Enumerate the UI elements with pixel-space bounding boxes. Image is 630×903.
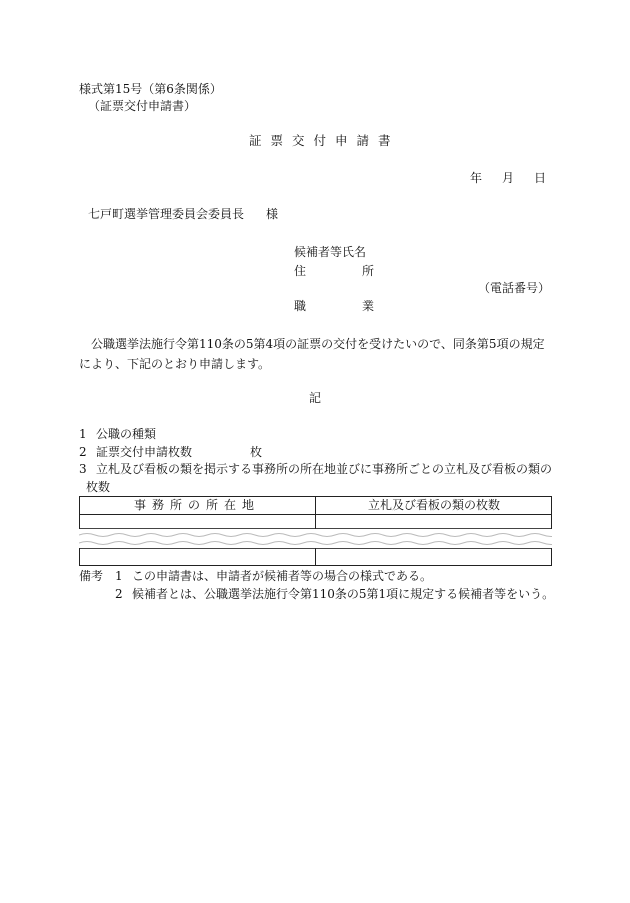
date-day-label: 日 xyxy=(534,171,547,185)
item-text: 立札及び看板の類を掲示する事務所の所在地並びに事務所ごとの立札及び看板の類の xyxy=(96,462,553,476)
candidate-address-label xyxy=(294,265,374,277)
address-label-char-2: 所 xyxy=(361,264,374,278)
note-text: 候補者とは、公職選挙法施行令第110条の5第1項に規定する候補者等をいう。 xyxy=(132,587,555,601)
request-body-text: 公職選挙法施行令第110条の5第4項の証票の交付を受けたいので、同条第5項の規定により、下記のとおり申請します。 xyxy=(79,337,545,371)
ki-heading: 記 xyxy=(309,391,322,405)
table-header-office-location: 事務所の所在地 xyxy=(133,498,260,512)
note-number: 1 xyxy=(115,569,123,583)
candidate-phone-label: （電話番号） xyxy=(478,281,551,295)
item-number: 3 xyxy=(79,462,87,476)
item-office-signs-continued: 枚数 xyxy=(86,480,111,494)
remarks-label: 備考 xyxy=(79,569,104,583)
table-border xyxy=(79,548,80,566)
table-header-sign-count: 立札及び看板の類の枚数 xyxy=(367,498,500,512)
remarks-note-2 xyxy=(115,588,554,600)
item-office-type xyxy=(79,428,156,440)
candidate-name-label: 候補者等氏名 xyxy=(294,245,367,259)
office-signs-table xyxy=(79,496,552,566)
item-certificate-count xyxy=(79,446,262,458)
document-title: 証票交付申請書 xyxy=(249,133,400,148)
remarks-note-1 xyxy=(79,570,432,582)
item-text: 公職の種類 xyxy=(96,427,157,441)
addressee xyxy=(88,208,278,220)
date-year-label: 年 xyxy=(470,171,483,185)
date-row xyxy=(470,172,546,184)
item-office-signs xyxy=(79,463,552,475)
date-month-label: 月 xyxy=(502,171,515,185)
table-border xyxy=(315,548,316,566)
address-label-char-1: 住 xyxy=(294,264,307,278)
form-subtitle: （証票交付申請書） xyxy=(88,99,197,113)
note-text: この申請書は、申請者が候補者等の場合の様式である。 xyxy=(132,569,433,583)
item-number: 1 xyxy=(79,427,87,441)
form-number: 様式第15号（第6条関係） xyxy=(79,82,222,96)
addressee-name: 七戸町選挙管理委員会委員長 xyxy=(88,207,245,221)
table-border xyxy=(551,548,552,566)
addressee-honorific: 様 xyxy=(266,207,279,221)
table-omission-break xyxy=(79,532,552,546)
item-unit: 枚 xyxy=(250,445,263,459)
note-number: 2 xyxy=(115,587,123,601)
item-text: 証票交付申請枚数 xyxy=(96,445,193,459)
job-label-char-1: 職 xyxy=(294,299,307,313)
job-label-char-2: 業 xyxy=(361,299,374,313)
item-number: 2 xyxy=(79,445,87,459)
candidate-job-label xyxy=(294,300,374,312)
